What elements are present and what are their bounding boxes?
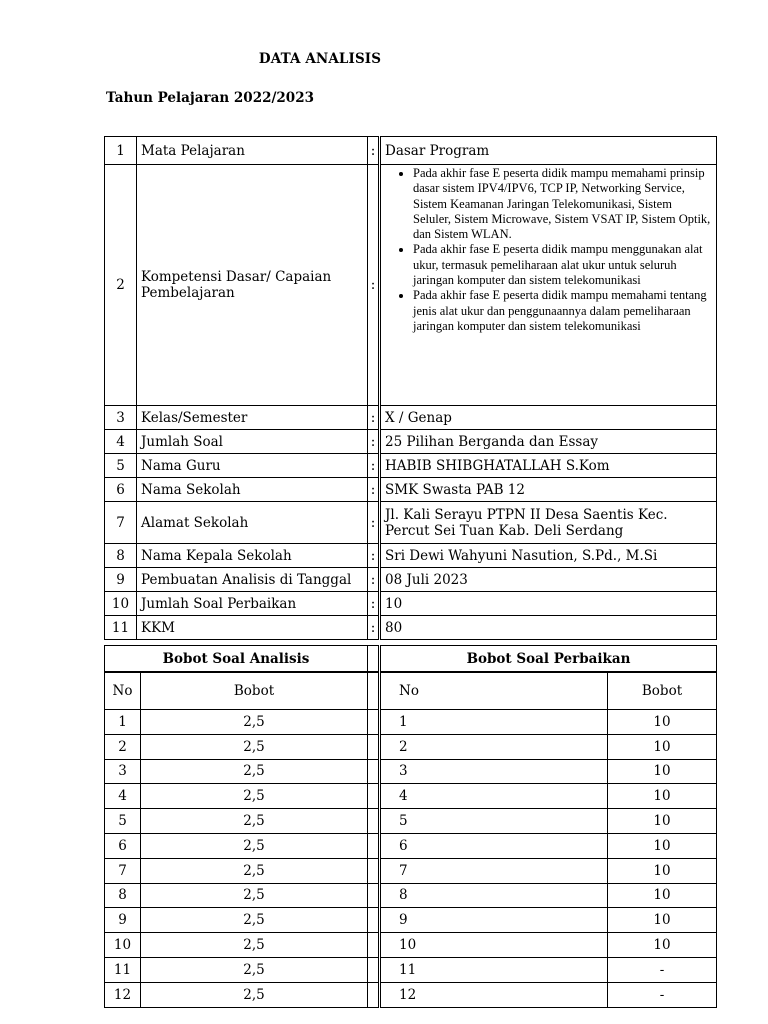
perbaikan-bobot: - xyxy=(608,957,717,982)
analisis-bobot: 2,5 xyxy=(141,957,368,982)
info-row-value: 25 Pilihan Berganda dan Essay xyxy=(380,430,717,454)
column-separator xyxy=(368,784,380,809)
column-separator xyxy=(368,833,380,858)
bobot-analisis-title: Bobot Soal Analisis xyxy=(105,646,368,673)
perbaikan-bobot-header: Bobot xyxy=(608,672,717,710)
table-row xyxy=(105,982,717,1007)
perbaikan-no: 12 xyxy=(380,982,608,1007)
info-row-label: Alamat Sekolah xyxy=(137,502,368,544)
analisis-no: 7 xyxy=(105,858,141,883)
analisis-no: 10 xyxy=(105,933,141,958)
table-row xyxy=(105,908,717,933)
table-row xyxy=(105,710,717,735)
info-row-colon: : xyxy=(368,478,380,502)
perbaikan-bobot: 10 xyxy=(608,883,717,908)
competency-list-cell xyxy=(380,165,717,406)
info-table xyxy=(104,136,717,640)
info-row-value: 10 xyxy=(380,592,717,616)
bobot-perbaikan-title: Bobot Soal Perbaikan xyxy=(380,646,717,673)
table-row xyxy=(105,883,717,908)
info-row-label: Kompetensi Dasar/ Capaian Pembelajaran xyxy=(137,165,368,406)
info-row-colon: : xyxy=(368,430,380,454)
analisis-bobot: 2,5 xyxy=(141,759,368,784)
info-row xyxy=(105,430,717,454)
document-title: DATA ANALISIS xyxy=(258,51,382,67)
info-row-colon: : xyxy=(368,454,380,478)
column-separator xyxy=(368,858,380,883)
perbaikan-bobot: 10 xyxy=(608,734,717,759)
column-separator xyxy=(368,759,380,784)
info-row-value: Sri Dewi Wahyuni Nasution, S.Pd., M.Si xyxy=(380,544,717,568)
perbaikan-bobot: 10 xyxy=(608,933,717,958)
analisis-bobot: 2,5 xyxy=(141,833,368,858)
info-row-label: Jumlah Soal xyxy=(137,430,368,454)
perbaikan-bobot: 10 xyxy=(608,710,717,735)
perbaikan-bobot: - xyxy=(608,982,717,1007)
table-row xyxy=(105,784,717,809)
analisis-no: 11 xyxy=(105,957,141,982)
info-row-number: 11 xyxy=(105,616,137,640)
info-row-label: Jumlah Soal Perbaikan xyxy=(137,592,368,616)
info-row-colon: : xyxy=(368,406,380,430)
analisis-no: 8 xyxy=(105,883,141,908)
info-row-label: Nama Sekolah xyxy=(137,478,368,502)
perbaikan-no: 8 xyxy=(380,883,608,908)
analisis-bobot: 2,5 xyxy=(141,809,368,834)
info-row xyxy=(105,406,717,430)
perbaikan-bobot: 10 xyxy=(608,759,717,784)
analisis-bobot: 2,5 xyxy=(141,710,368,735)
analisis-bobot: 2,5 xyxy=(141,933,368,958)
column-separator xyxy=(368,933,380,958)
info-row-colon: : xyxy=(368,616,380,640)
perbaikan-no: 2 xyxy=(380,734,608,759)
info-row-value: 08 Juli 2023 xyxy=(380,568,717,592)
analisis-bobot: 2,5 xyxy=(141,908,368,933)
info-row-value: HABIB SHIBGHATALLAH S.Kom xyxy=(380,454,717,478)
table-row xyxy=(105,957,717,982)
column-separator xyxy=(368,982,380,1007)
table-row xyxy=(105,858,717,883)
table-row xyxy=(105,833,717,858)
info-row xyxy=(105,592,717,616)
perbaikan-no: 1 xyxy=(380,710,608,735)
perbaikan-no: 3 xyxy=(380,759,608,784)
column-separator xyxy=(368,734,380,759)
table-row xyxy=(105,933,717,958)
table-row xyxy=(105,759,717,784)
analisis-no: 12 xyxy=(105,982,141,1007)
perbaikan-no: 4 xyxy=(380,784,608,809)
info-row-number: 5 xyxy=(105,454,137,478)
perbaikan-no-header: No xyxy=(380,672,608,710)
perbaikan-bobot: 10 xyxy=(608,858,717,883)
info-row xyxy=(105,502,717,544)
analisis-bobot: 2,5 xyxy=(141,734,368,759)
info-row-number: 9 xyxy=(105,568,137,592)
info-row xyxy=(105,137,717,165)
column-separator xyxy=(368,710,380,735)
analisis-no: 9 xyxy=(105,908,141,933)
info-row-label: Kelas/Semester xyxy=(137,406,368,430)
info-row-label: Nama Guru xyxy=(137,454,368,478)
perbaikan-bobot: 10 xyxy=(608,784,717,809)
info-row-number: 6 xyxy=(105,478,137,502)
perbaikan-bobot: 10 xyxy=(608,809,717,834)
info-row-number: 8 xyxy=(105,544,137,568)
analisis-no: 2 xyxy=(105,734,141,759)
analisis-bobot-header: Bobot xyxy=(141,672,368,710)
analisis-bobot: 2,5 xyxy=(141,883,368,908)
info-row xyxy=(105,544,717,568)
column-separator xyxy=(368,957,380,982)
info-row-colon: : xyxy=(368,592,380,616)
analisis-bobot: 2,5 xyxy=(141,858,368,883)
perbaikan-no: 5 xyxy=(380,809,608,834)
info-row-value: SMK Swasta PAB 12 xyxy=(380,478,717,502)
competency-item: • Pada akhir fase E peserta didik mampu memahami tentang jenis alat ukur dan penggunaannya dalam pemeliharaan jaringan komputer dan sistem telekomunikasi xyxy=(413,288,712,334)
analisis-no-header: No xyxy=(105,672,141,710)
competency-list xyxy=(385,166,712,334)
info-row-colon: : xyxy=(368,544,380,568)
perbaikan-no: 10 xyxy=(380,933,608,958)
perbaikan-no: 6 xyxy=(380,833,608,858)
info-row xyxy=(105,568,717,592)
info-row-colon: : xyxy=(368,165,380,406)
competency-item: • Pada akhir fase E peserta didik mampu menggunakan alat ukur, termasuk pemeliharaan alat ukur untuk seluruh jaringan komputer dan sistem telekomunikasi xyxy=(413,242,712,288)
info-row xyxy=(105,478,717,502)
analisis-no: 4 xyxy=(105,784,141,809)
bobot-table xyxy=(104,645,717,1008)
table-row xyxy=(105,734,717,759)
column-separator xyxy=(368,672,380,710)
perbaikan-bobot: 10 xyxy=(608,908,717,933)
info-row-number: 3 xyxy=(105,406,137,430)
perbaikan-no: 9 xyxy=(380,908,608,933)
info-row-label: Mata Pelajaran xyxy=(137,137,368,165)
info-row-label: Pembuatan Analisis di Tanggal xyxy=(137,568,368,592)
info-row-number: 2 xyxy=(105,165,137,406)
info-row xyxy=(105,616,717,640)
info-row-number: 1 xyxy=(105,137,137,165)
column-separator xyxy=(368,646,380,673)
column-separator xyxy=(368,908,380,933)
info-row-label: Nama Kepala Sekolah xyxy=(137,544,368,568)
analisis-no: 3 xyxy=(105,759,141,784)
perbaikan-bobot: 10 xyxy=(608,833,717,858)
column-separator xyxy=(368,883,380,908)
info-row xyxy=(105,454,717,478)
info-row-colon: : xyxy=(368,568,380,592)
info-row-label: KKM xyxy=(137,616,368,640)
info-row-value: Dasar Program xyxy=(380,137,717,165)
info-row-colon: : xyxy=(368,137,380,165)
perbaikan-no: 11 xyxy=(380,957,608,982)
info-row-value: Jl. Kali Serayu PTPN II Desa Saentis Kec. Percut Sei Tuan Kab. Deli Serdang xyxy=(380,502,717,544)
analisis-no: 5 xyxy=(105,809,141,834)
analisis-bobot: 2,5 xyxy=(141,784,368,809)
column-separator xyxy=(368,809,380,834)
info-row xyxy=(105,165,717,406)
analisis-bobot: 2,5 xyxy=(141,982,368,1007)
info-row-number: 10 xyxy=(105,592,137,616)
perbaikan-no: 7 xyxy=(380,858,608,883)
info-row-colon: : xyxy=(368,502,380,544)
info-row-value: X / Genap xyxy=(380,406,717,430)
table-row xyxy=(105,809,717,834)
analisis-no: 6 xyxy=(105,833,141,858)
info-row-number: 7 xyxy=(105,502,137,544)
analisis-no: 1 xyxy=(105,710,141,735)
school-year: Tahun Pelajaran 2022/2023 xyxy=(106,90,314,106)
info-row-value: 80 xyxy=(380,616,717,640)
competency-item: • Pada akhir fase E peserta didik mampu memahami prinsip dasar sistem IPV4/IPV6, TCP IP, Networking Service, Sistem Keamanan Jaringan Telekomunikasi, Sistem Seluler, Sistem Microwave, Sistem VSAT IP, Sistem Optik, dan Sistem WLAN. xyxy=(413,166,712,242)
info-row-number: 4 xyxy=(105,430,137,454)
